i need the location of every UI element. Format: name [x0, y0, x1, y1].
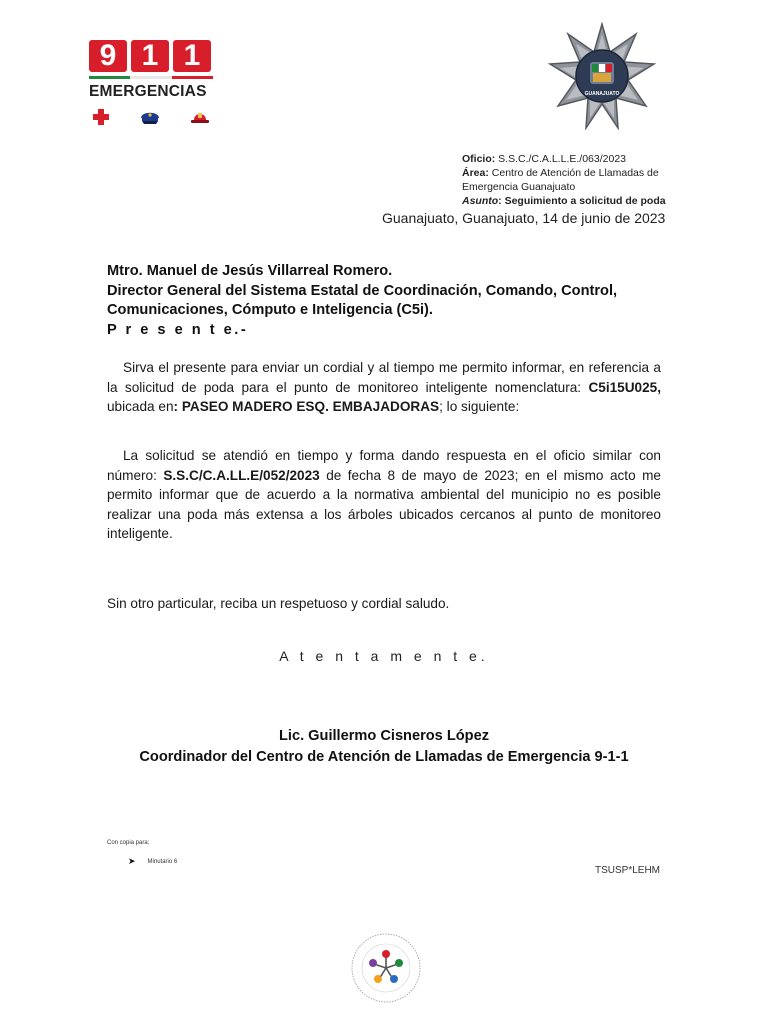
equality-seal-icon — [350, 932, 422, 1004]
asunto-label: Asunto — [462, 195, 499, 207]
reference-block — [462, 152, 702, 208]
area-line — [462, 166, 702, 194]
p2-text-b: de fecha 8 de mayo de 2023; en el mismo acto me permito informar que de acuerdo a la normativa ambiental del municipio no es posible realizar una poda más extensa a los árboles ubicados cercanos al punto de monitoreo inteligente. — [107, 467, 661, 541]
logo-icons — [89, 107, 213, 127]
911-emergencias-logo — [89, 40, 213, 127]
salutation: A t e n t a m e n t e. — [279, 648, 489, 664]
oficio-label: Oficio: — [462, 153, 496, 165]
area-label: Área: — [462, 167, 489, 179]
badge-text: GUANAJUATO — [584, 91, 620, 97]
addressee-block — [107, 262, 667, 340]
ccp-item-text: Minutario 6 — [147, 858, 178, 865]
logo-digit: 1 — [131, 40, 169, 72]
oficio-value: S.S.C./C.A.L.L.E./063/2023 — [495, 153, 626, 165]
signer-name: Lic. Guillermo Cisneros López — [278, 728, 490, 744]
previous-oficio-ref: S.S.C/C.A.LL.E/052/2023 — [163, 467, 320, 483]
asunto-value: : Seguimiento a solicitud de poda — [498, 195, 666, 207]
p1-text-a: Sirva el presente para enviar un cordial y al tiempo me permito informar, en referencia a la solicitud de poda para el punto de monitoreo inteligente nomenclatura: — [107, 360, 661, 395]
signature-block — [0, 726, 768, 768]
ccp-label: Con copia para: — [107, 840, 150, 846]
oficio-line — [462, 152, 702, 166]
flag-stripe — [89, 76, 213, 79]
red-cross-icon — [91, 107, 111, 127]
p2-text-a: La solicitud se atendió en tiempo y forma dando respuesta en el oficio similar con número: — [107, 448, 661, 483]
ccp-list-item — [128, 856, 177, 867]
location: : PASEO MADERO ESQ. EMBAJADORAS — [173, 399, 440, 414]
greeting: P r e s e n t e.- — [107, 321, 249, 338]
addressee-name: Mtro. Manuel de Jesús Villarreal Romero. — [107, 263, 393, 279]
fire-helmet-icon — [189, 107, 211, 127]
p1-text-c: ; lo siguiente: — [439, 399, 520, 414]
typist-initials: TSUSP*LEHM — [595, 865, 661, 876]
monitoring-point-code: C5i15U025, — [588, 379, 661, 395]
logo-digits — [89, 40, 213, 72]
logo-digit: 1 — [173, 40, 211, 72]
police-badge-icon — [548, 22, 656, 130]
p1-text-b: ubicada en — [107, 399, 174, 414]
area-value: Centro de Atención de Llamadas de Emergencia Guanajuato — [462, 167, 659, 193]
addressee-title: Director General del Sistema Estatal de Coordinación, Comando, Control, Comunicaciones, Cómputo e Inteligencia (C5i). — [107, 282, 618, 318]
closing-paragraph: Sin otro particular, reciba un respetuoso y cordial saludo. — [107, 596, 450, 611]
signer-position: Coordinador del Centro de Atención de Llamadas de Emergencia 9-1-1 — [139, 749, 629, 765]
asunto-line — [462, 194, 702, 208]
body-paragraph-1 — [107, 358, 661, 417]
police-cap-icon — [138, 107, 162, 127]
logo-digit: 9 — [89, 40, 127, 72]
logo-label: EMERGENCIAS — [89, 83, 207, 100]
date-line: Guanajuato, Guanajuato, 14 de junio de 2023 — [382, 210, 666, 226]
body-paragraph-2 — [107, 446, 661, 544]
arrow-bullet-icon: ➤ — [128, 856, 136, 866]
